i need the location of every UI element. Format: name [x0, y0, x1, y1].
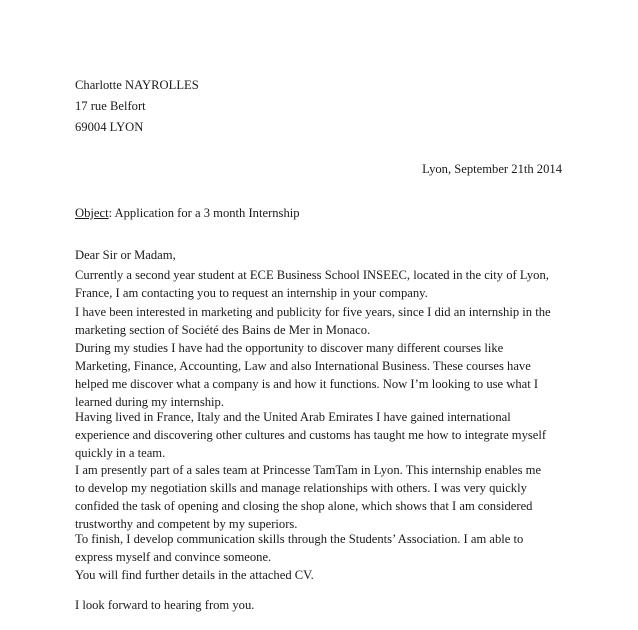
- paragraph-line: helped me discover what a company is and how it functions. Now I’m looking to use what I: [75, 377, 539, 391]
- paragraph-1: [75, 266, 567, 302]
- paragraph-line: quickly in a team.: [75, 446, 166, 460]
- paragraph-line: trustworthy and competent by my superiors.: [75, 517, 298, 531]
- object-text: : Application for a 3 month Internship: [108, 206, 300, 220]
- paragraph-7: [75, 566, 567, 584]
- salutation: Dear Sir or Madam,: [75, 248, 176, 262]
- paragraph-2: [75, 303, 567, 339]
- sender-name: Charlotte NAYROLLES: [75, 78, 199, 92]
- sender-city: 69004 LYON: [75, 120, 144, 134]
- paragraph-6: [75, 530, 567, 566]
- closing-line: I look forward to hearing from you.: [75, 598, 255, 612]
- paragraph-line: learned during my internship.: [75, 395, 224, 409]
- letter-date: Lyon, September 21th 2014: [422, 162, 562, 176]
- object-label: Object: [75, 206, 109, 220]
- paragraph-line: I am presently part of a sales team at Princesse TamTam in Lyon. This internship enables me: [75, 463, 542, 477]
- paragraph-line: express myself and convince someone.: [75, 550, 272, 564]
- paragraph-line: to develop my negotiation skills and manage relationships with others. I was very quickly: [75, 481, 527, 495]
- paragraph-line: confided the task of opening and closing the shop alone, which shows that I am considered: [75, 499, 533, 513]
- object-line: [75, 205, 300, 221]
- paragraph-line: During my studies I have had the opportunity to discover many different courses like: [75, 341, 504, 355]
- paragraph-4: [75, 408, 567, 462]
- paragraph-line: To finish, I develop communication skills through the Students’ Association. I am able to: [75, 532, 524, 546]
- paragraph-line: experience and discovering other cultures and customs has taught me how to integrate myself: [75, 428, 547, 442]
- paragraph-3: [75, 339, 567, 411]
- paragraph-line: marketing section of Société des Bains de Mer in Monaco.: [75, 323, 371, 337]
- paragraph-line: You will find further details in the attached CV.: [75, 568, 314, 582]
- paragraph-line: Marketing, Finance, Accounting, Law and also International Business. These courses have: [75, 359, 531, 373]
- paragraph-5: [75, 461, 567, 533]
- paragraph-line: Having lived in France, Italy and the United Arab Emirates I have gained international: [75, 410, 511, 424]
- sender-street: 17 rue Belfort: [75, 99, 146, 113]
- paragraph-line: I have been interested in marketing and publicity for five years, since I did an internship in the: [75, 305, 551, 319]
- paragraph-line: Currently a second year student at ECE Business School INSEEC, located in the city of Lyon,: [75, 268, 549, 282]
- paragraph-line: France, I am contacting you to request an internship in your company.: [75, 286, 428, 300]
